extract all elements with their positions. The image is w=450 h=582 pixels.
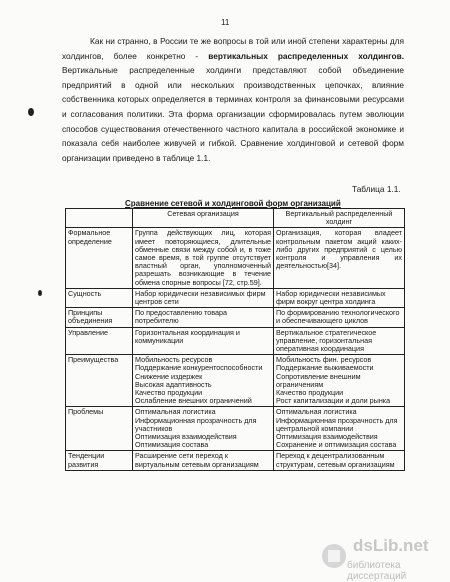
row-label: Формальное определение [66,228,133,288]
scan-mark [38,290,42,296]
table-caption: Сравнение сетевой и холдинговой форм организаций [125,199,341,208]
table-label: Таблица 1.1. [352,184,401,194]
table-cell: Оптимальная логистика Информационная прозрачность для центральной компании Оптимизация взаимодействия Сохранение и оптимизация состава [274,407,405,451]
table-row [66,327,405,355]
table-cell: Расширение сети переход к виртуальным сетевым организациям [133,451,274,470]
body-paragraph [62,34,404,165]
table-cell: Горизонтальная координация и коммуникации [133,327,274,355]
row-label: Проблемы [66,407,133,451]
table-cell: Мобильность фин. ресурсов Поддержание выживаемости Сопротивление внешним ограничениям Качество продукции Рост капитализации и доли рынка [274,355,405,407]
table-cell: Набор юридически независимых фирм центров сети [133,288,274,307]
table-row [66,288,405,307]
row-label: Принципы объединения [66,308,133,327]
page-number: 11 [221,18,230,27]
table-row [66,308,405,327]
table-row [66,228,405,288]
scan-mark [28,108,34,116]
table-cell: Мобильность ресурсов Поддержание конкурентоспособности Снижение издержек Высокая адаптивность Качество продукции Ослабление внешних ограничений [133,355,274,407]
table-cell: Вертикальное стратегическое управление, горизонтальная оперативная координация [274,327,405,355]
paragraph-run: Как ни странно, в России те же вопросы в той или иной степени характерны для холдингов, более конкретно - [62,36,404,61]
table-header-cell: Вертикальный распределенный холдинг [274,209,405,228]
table-cell: По предоставлению товара потребителю [133,308,274,327]
table-cell: По формированию технологического и обеспечивающего циклов [274,308,405,327]
table-header-cell [66,209,133,228]
book-icon [328,550,340,562]
table-row [66,355,405,407]
comparison-table [65,208,405,471]
table-cell: Организация, которая владеет контрольным пакетом акций каких-либо других предприятий с целью контроля и управления их деятельностью[34]. [274,228,405,288]
paragraph-run-bold: вертикальных распределенных холдингов. [208,50,404,61]
row-label: Тенденции развития [66,451,133,470]
row-label: Преимущества [66,355,133,407]
table-header-cell: Сетевая организация [133,209,274,228]
table-row [66,451,405,470]
paragraph-run: Вертикальные распределенные холдинги представляют собой объединение предприятий в одной или нескольких производственных цепочках, влияние собственника которых определяется в терминах контроля за финансовыми ресурсами и согласования политики. Эта форма организации сформировалась путем эволюции способов существования отечественного частного капитала в российской экономике и показала себя наиболее живучей и гибкой. Сравнение холдинговой и сетевой форм организации приведено в таблице 1.1. [62,65,404,163]
row-label: Сущность [66,288,133,307]
table-header-row [66,209,405,228]
watermark-name: dsLib.net [353,536,429,555]
table-cell: Оптимальная логистика Информационная прозрачность для участников Оптимизация взаимодействия Оптимизация состава [133,407,274,451]
table-cell: Группа действующих лиц, которая имеет повторяющиеся, длительные обменные связи между собой и, в тоже самое время, в той группе отсутствует властный орган, уполномоченный разрешать возникающие в течение обмена спорные вопросы [72, стр.59]. [133,228,274,288]
table-row [66,407,405,451]
table-cell: Переход к децентрализованным структурам, сетевым организациям [274,451,405,470]
table-cell: Набор юридически независимых фирм вокруг центра холдинга [274,288,405,307]
row-label: Управление [66,327,133,355]
watermark-subtitle: библиотека диссертаций [347,560,407,582]
